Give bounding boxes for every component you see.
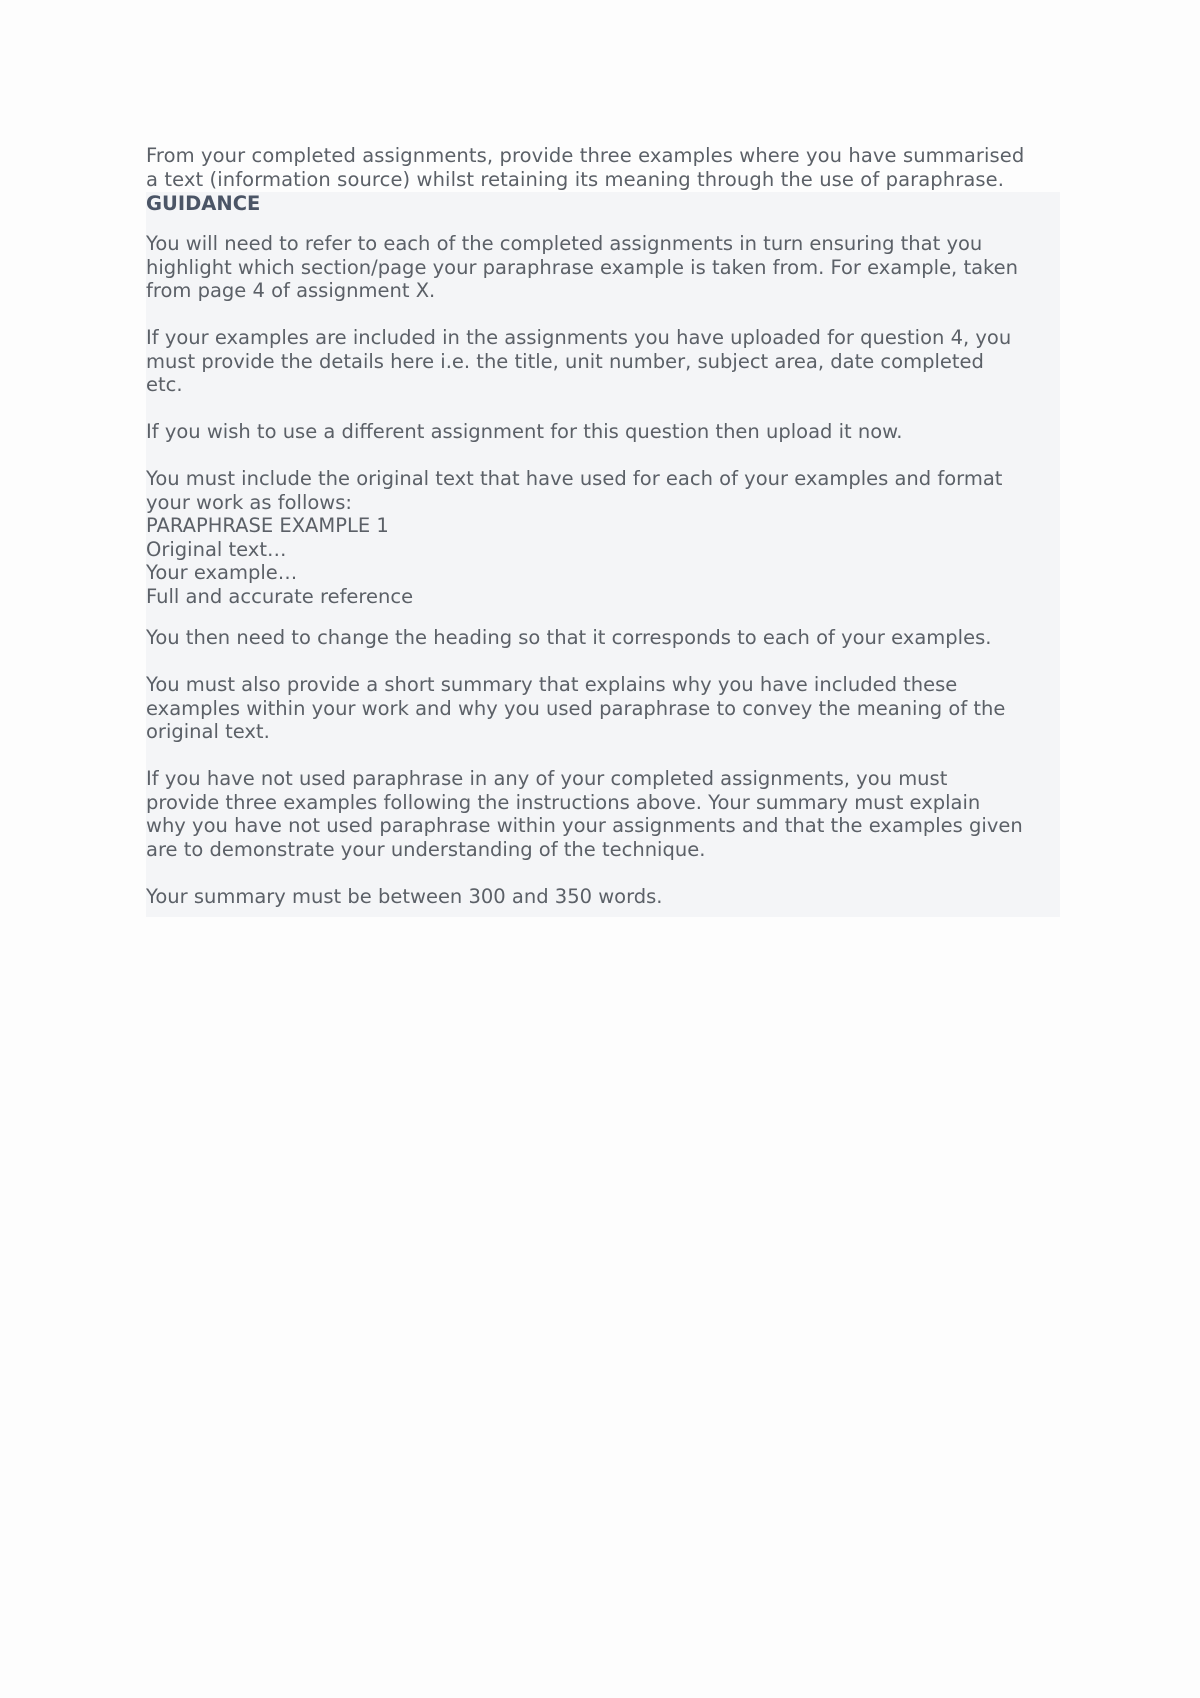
paragraph-line: original text. xyxy=(146,720,270,744)
guidance-paragraph-8 xyxy=(146,885,1060,909)
paragraph-line: are to demonstrate your understanding of the technique. xyxy=(146,837,706,861)
paragraph-line: from page 4 of assignment X. xyxy=(146,279,436,303)
paragraph-line: If your examples are included in the assignments you have uploaded for question 4, you xyxy=(146,326,1012,349)
guidance-paragraph-2 xyxy=(146,326,1060,397)
format-heading-line: PARAPHRASE EXAMPLE 1 xyxy=(146,514,389,538)
question-text xyxy=(146,144,1066,192)
guidance-paragraph-5 xyxy=(146,626,1060,650)
format-line: Your example… xyxy=(146,561,298,585)
question-line: From your completed assignments, provide three examples where you have summarised xyxy=(146,144,1025,167)
paragraph-line: Your summary must be between 300 and 350 words. xyxy=(146,885,663,908)
paragraph-line: your work as follows: xyxy=(146,490,352,514)
paragraph-line: provide three examples following the instructions above. Your summary must explain xyxy=(146,790,981,814)
paragraph-line: If you have not used paraphrase in any of your completed assignments, you must xyxy=(146,767,948,790)
paragraph-line: highlight which section/page your paraphrase example is taken from. For example, taken xyxy=(146,255,1019,279)
paragraph-line: You will need to refer to each of the completed assignments in turn ensuring that you xyxy=(146,232,983,255)
paragraph-line: examples within your work and why you used paraphrase to convey the meaning of the xyxy=(146,696,1006,720)
paragraph-line: You must include the original text that have used for each of your examples and format xyxy=(146,467,1003,490)
guidance-panel xyxy=(146,192,1060,917)
guidance-paragraph-6 xyxy=(146,673,1060,744)
guidance-paragraph-3 xyxy=(146,420,1060,444)
paragraph-line: If you wish to use a different assignment for this question then upload it now. xyxy=(146,420,903,443)
format-line: Full and accurate reference xyxy=(146,584,414,608)
paragraph-line: You then need to change the heading so that it corresponds to each of your examples. xyxy=(146,626,992,649)
guidance-paragraph-7 xyxy=(146,767,1060,861)
guidance-paragraph-1 xyxy=(146,232,1060,303)
paragraph-line: You must also provide a short summary that explains why you have included these xyxy=(146,673,958,696)
guidance-paragraph-4 xyxy=(146,467,1060,609)
question-line: a text (information source) whilst retaining its meaning through the use of paraphrase. xyxy=(146,168,1005,191)
guidance-heading: GUIDANCE xyxy=(146,192,261,215)
paragraph-line: etc. xyxy=(146,373,183,397)
paragraph-line: why you have not used paraphrase within your assignments and that the examples given xyxy=(146,814,1023,838)
paragraph-line: must provide the details here i.e. the title, unit number, subject area, date completed xyxy=(146,349,984,373)
format-line: Original text… xyxy=(146,537,287,561)
